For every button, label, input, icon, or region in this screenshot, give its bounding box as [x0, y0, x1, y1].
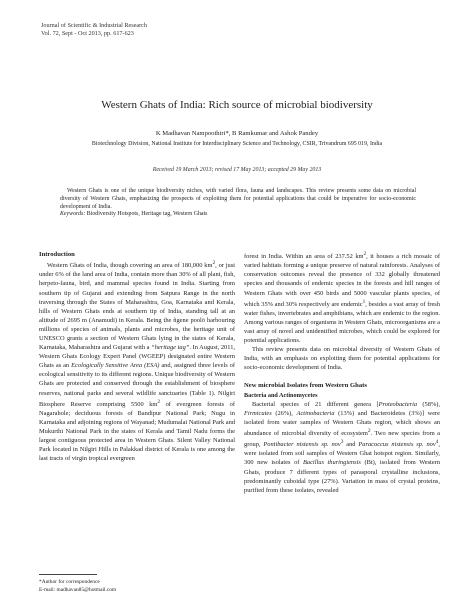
text-run: and, assigned three levels of ecological sensitivity to its different regions. Unique biodiversity of Western Ghats are protected and conserved through the establishment of biosphere reserves, national parks and several wildlife sanctuaries (Table 1). Nilgiri Biosphere Reserve comprising 5500 km: [39, 362, 235, 408]
section-heading-introduction: Introduction: [39, 251, 75, 258]
superscript: 2: [212, 260, 216, 267]
text-run: , or just under 6% of the land area of India, contain more than 30% of all plant, fish, herpeto-fauna, bird, and mammal species found in India. Starting from southern tip of Gujarat and extending from Satpura Range in the north traversing through the States of Maharashtra, Goa, Karnataka and Kerala, hills of Western Ghats ends at southern tip of India, standing tall at an altitude of 2695 m (Anamudi) in Kerala. Being the ñgene poolö harbouring millions of species of animals, plants and microbes, the heritage unit of UNESCO grants a section of Western Ghats lying in the states of Kerala, Karnataka, Maharashtra and Gujarat with a: [39, 262, 235, 352]
text-run: . In August, 2011, Western Ghats Ecology Expert Panel (WGEEP) designated entire Western Ghats as an: [39, 344, 235, 370]
superscript: 3: [340, 439, 344, 446]
journal-volume: Vol. 72, Sept - Oct 2013, pp. 617-623: [41, 30, 134, 38]
keywords-text: Biodiversity Hotspots, Heritage tag, Western Ghats: [86, 211, 208, 217]
spacer: [244, 372, 440, 381]
keywords: [60, 211, 416, 217]
keywords-label: Keywords:: [60, 211, 86, 217]
text-run: of evergreen forests of Nagarahole; deciduous forests of Bandipur National Park; Nugu in Karnataka and adjoining regions of Wayanad; Mudumalai National Park and Mukurthi National Park in the states of Kerala and Tamil Nadu forms the largest contiguous protected area in Western Ghats. Silent Valley National Park located in Nilgiri Hills in Palakkad district of Kerala is one among the last tracts of virgin tropical evergreen: [39, 400, 235, 463]
superscript: 1: [362, 298, 366, 305]
right-column: [244, 250, 440, 495]
superscript: 2: [363, 251, 367, 257]
article-authors: K Madhavan Nampoothiri*, B Ramkumar and Ashok Pandey: [155, 130, 319, 137]
left-column: [39, 250, 235, 463]
abstract-text: Western Ghats is one of the unique biodiversity niches, with varied flora, fauna and landscapes. This review presents some data on microbial diversity of Western Ghats, emphasizing the prospects of exploiting them for potential applications that could be imperative for socio-economic development of India.: [60, 188, 416, 211]
text-run: . Two new species from a group,: [244, 430, 440, 449]
text-run-italic: Bacillus thuringiensis: [302, 459, 361, 467]
text-run: , it houses a rich mosaic of varied habitats forming a unique preserve of natural rainforests. Analyses of conservation outcomes reveal the presence of 332 globally threatened species and thousands of endemic species in the forests and hill ranges of Western Ghats with over 450 birds and 5000 vascular plants species, of which 35% and 30% respectively are endemic: [244, 253, 440, 308]
superscript: 4: [435, 439, 439, 446]
text-run-italic: Actinobacteria: [296, 409, 335, 417]
footnote-email[interactable]: E-mail: madhavan85@hotmail.com: [39, 587, 117, 593]
text-run-italic: Paracoccus nistensis sp. nov: [358, 441, 436, 449]
text-run: Western Ghats of India, though covering an area of 180,000 km: [47, 262, 213, 270]
text-run: forest in India. Within an area of 237.52 km: [244, 253, 364, 261]
article-affiliation: Biotechnology Division, National Institute for Interdisciplinary Science and Technology, CSIR, Trivandrum 695 019, India: [91, 141, 383, 147]
abstract: [60, 187, 416, 211]
text-run: and: [343, 441, 359, 449]
superscript: 2: [367, 427, 371, 434]
text-run-italic: Ecologically Sensitive Area (ESA): [71, 362, 160, 370]
text-run: (58%),: [417, 400, 441, 408]
journal-name: Journal of Scientific & Industrial Research: [41, 22, 148, 29]
text-run-italic: Proteobacteria: [378, 400, 418, 408]
text-run-italic: Pontibacter nistensis sp. nov: [263, 441, 341, 449]
text-run: , were isolated from soil samples of Western Ghat hotspot region. Similarly, 300 new isolates of: [244, 441, 440, 467]
text-run: (26%),: [271, 409, 297, 417]
paragraph-bacteria: [244, 400, 440, 495]
journal-header: [41, 22, 147, 39]
footnotes: [39, 578, 116, 594]
text-run-italic: Firmicutes: [244, 409, 272, 417]
paragraph-continued: [244, 250, 440, 345]
paragraph-review-scope: This review presents data on microbial diversity of Western Ghats of India, with an emphasis on exploiting them for potential applications for socio-economic development of India.: [244, 346, 440, 372]
footnote-divider: [39, 574, 97, 575]
superscript: 2: [157, 398, 161, 405]
subsection-heading-bacteria: Bacteria and Actinomycetes: [244, 391, 318, 399]
text-run-italic: “heritage tag”: [151, 344, 190, 352]
text-run: (Bt), isolated from Western Ghats, produce 7 different types of parasporal crystalline inclusions, predominantly cuboidal type (27%). Variation in mass of crystal proteins, purified from these isolates, revealed: [244, 459, 440, 494]
section-heading-new-isolates: New microbial Isolates from Western Ghats: [244, 382, 367, 390]
article-title: Western Ghats of India: Rich source of microbial biodiversity: [101, 99, 373, 111]
paragraph-introduction: [39, 259, 235, 463]
text-run: (13%) and Bacteroidetes (3%)] were isolated from water samples of Western Ghats region, which shows an abundance of microbial diversity of ecosystem: [244, 409, 440, 438]
footnote-correspondence: *Author for correspondence: [39, 579, 100, 585]
text-run: , besides a vast array of fresh water fishes, invertebrates and amphibians, which are endemic to the region. Among various ranges of organisms in Western Ghats, microorganisms are a vast array of novel and unidentified microbes, which could be explored for potential applications.: [244, 300, 440, 345]
article-dates: Received 19 March 2013; revised 17 May 2013; accepted 29 May 2013: [152, 167, 322, 173]
text-run: Bacterial species of 21 different genera [: [252, 400, 379, 408]
